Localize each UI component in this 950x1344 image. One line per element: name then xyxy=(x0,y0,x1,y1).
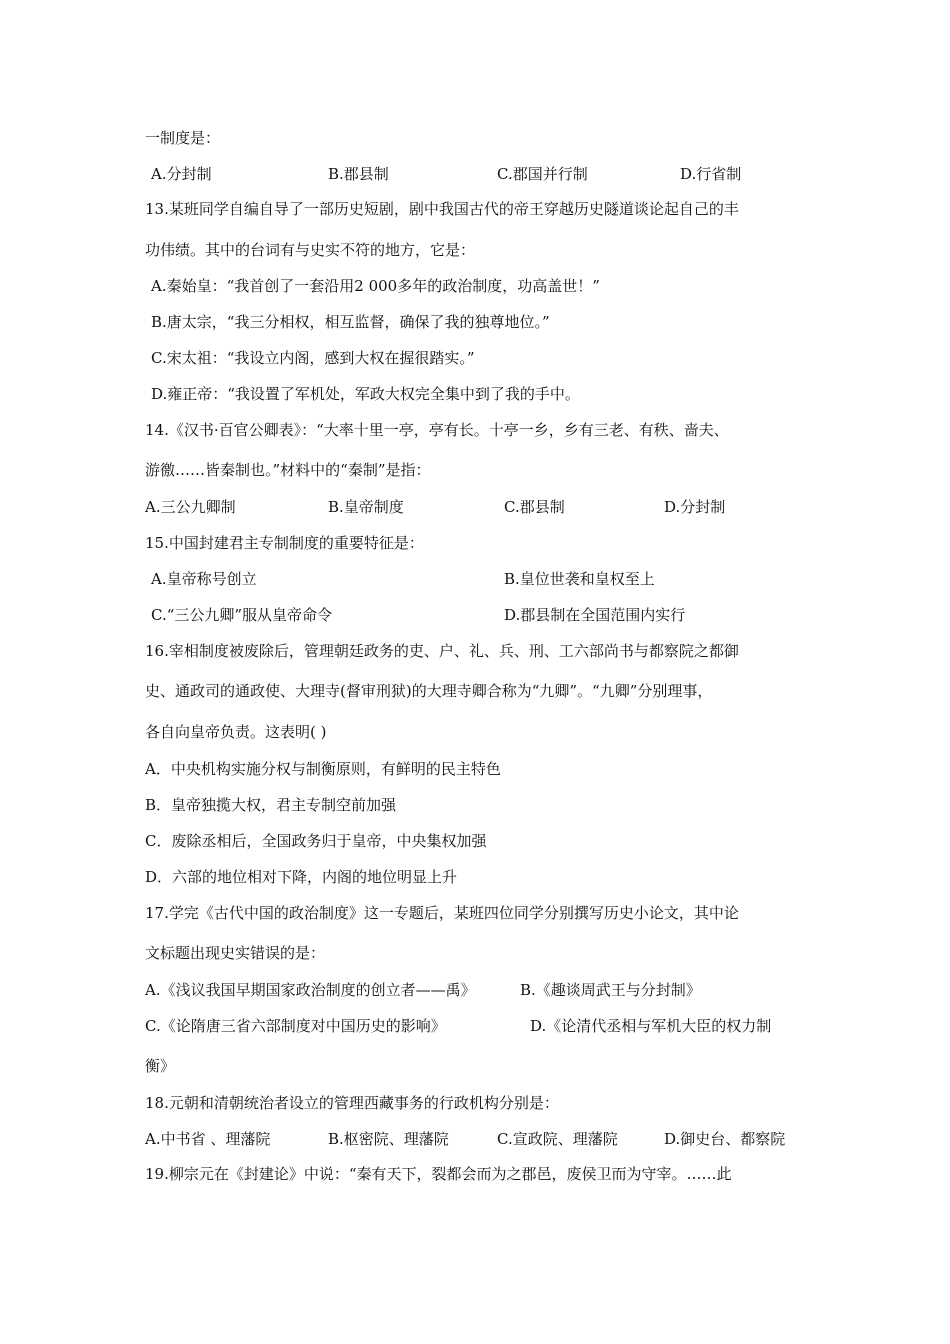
q14-option-a: A.三公九卿制 xyxy=(145,498,236,516)
q12-option-d: D.行省制 xyxy=(680,165,742,183)
q13-stem-line1: 13.某班同学自编自导了一部历史短剧，剧中我国古代的帝王穿越历史隧道谈论起自己的丰 xyxy=(145,200,739,218)
q17-option-d: D.《论清代丞相与军机大臣的权力制 xyxy=(530,1017,772,1035)
q15-option-a: A.皇帝称号创立 xyxy=(151,570,257,588)
q13-option-c: C.宋太祖：“我设立内阁，感到大权在握很踏实。” xyxy=(151,349,475,367)
q12-stem-tail: 一制度是： xyxy=(145,129,221,147)
q18-option-c: C.宣政院、理藩院 xyxy=(497,1130,618,1148)
q15-stem: 15.中国封建君主专制制度的重要特征是： xyxy=(145,534,424,552)
q18-stem: 18.元朝和清朝统治者设立的管理西藏事务的行政机构分别是： xyxy=(145,1094,559,1112)
q13-option-d: D.雍正帝：“我设置了军机处，军政大权完全集中到了我的手中。 xyxy=(151,385,580,403)
q14-stem-line1: 14.《汉书·百官公卿表》：“大率十里一亭，亭有长。十亭一乡，乡有三老、有秩、啬夫、 xyxy=(145,421,729,439)
q12-option-a: A.分封制 xyxy=(151,165,212,183)
q17-stem-line2: 文标题出现史实错误的是： xyxy=(145,944,326,962)
q16-option-a: A．中央机构实施分权与制衡原则，有鲜明的民主特色 xyxy=(145,760,501,778)
q17-stem-line1: 17.学完《古代中国的政治制度》这一专题后，某班四位同学分别撰写历史小论文，其中论 xyxy=(145,904,739,922)
q16-stem-line1: 16.宰相制度被废除后，管理朝廷政务的吏、户、礼、兵、刑、工六部尚书与都察院之都御 xyxy=(145,642,739,660)
q17-option-b: B.《趣谈周武王与分封制》 xyxy=(520,981,701,999)
q17-option-a: A.《浅议我国早期国家政治制度的创立者——禹》 xyxy=(145,981,476,999)
q17-option-d-continuation: 衡》 xyxy=(145,1057,176,1075)
q16-stem-line2: 史、通政司的通政使、大理寺(督审刑狱)的大理寺卿合称为“九卿”。“九卿”分别理事， xyxy=(145,682,713,700)
q15-option-c: C.“三公九卿”服从皇帝命令 xyxy=(151,606,333,624)
q16-stem-line3: 各自向皇帝负责。这表明( ) xyxy=(145,723,327,741)
q14-stem-line2: 游徼……皆秦制也。”材料中的“秦制”是指： xyxy=(145,461,431,479)
q14-option-d: D.分封制 xyxy=(664,498,726,516)
q18-option-b: B.枢密院、理藩院 xyxy=(328,1130,449,1148)
q14-option-c: C.郡县制 xyxy=(504,498,565,516)
q15-option-d: D.郡县制在全国范围内实行 xyxy=(504,606,686,624)
q12-option-c: C.郡国并行制 xyxy=(497,165,588,183)
q13-stem-line2: 功伟绩。其中的台词有与史实不符的地方，它是： xyxy=(145,241,476,259)
q16-option-d: D．六部的地位相对下降，内阁的地位明显上升 xyxy=(145,868,458,886)
q15-option-b: B.皇位世袭和皇权至上 xyxy=(504,570,655,588)
q16-option-c: C．废除丞相后，全国政务归于皇帝，中央集权加强 xyxy=(145,832,487,850)
q13-option-b: B.唐太宗，“我三分相权，相互监督，确保了我的独尊地位。” xyxy=(151,313,550,331)
q17-option-c: C.《论隋唐三省六部制度对中国历史的影响》 xyxy=(145,1017,446,1035)
q18-option-d: D.御史台、都察院 xyxy=(664,1130,786,1148)
q18-option-a: A.中书省 、理藩院 xyxy=(145,1130,271,1148)
q13-option-a: A.秦始皇：“我首创了一套沿用2 000多年的政治制度，功高盖世！” xyxy=(151,277,600,295)
q14-option-b: B.皇帝制度 xyxy=(328,498,404,516)
q12-option-b: B.郡县制 xyxy=(328,165,389,183)
q16-option-b: B．皇帝独揽大权，君主专制空前加强 xyxy=(145,796,397,814)
q19-stem-line1: 19.柳宗元在《封建论》中说：“秦有天下，裂都会而为之郡邑，废侯卫而为守宰。……此 xyxy=(145,1165,732,1183)
